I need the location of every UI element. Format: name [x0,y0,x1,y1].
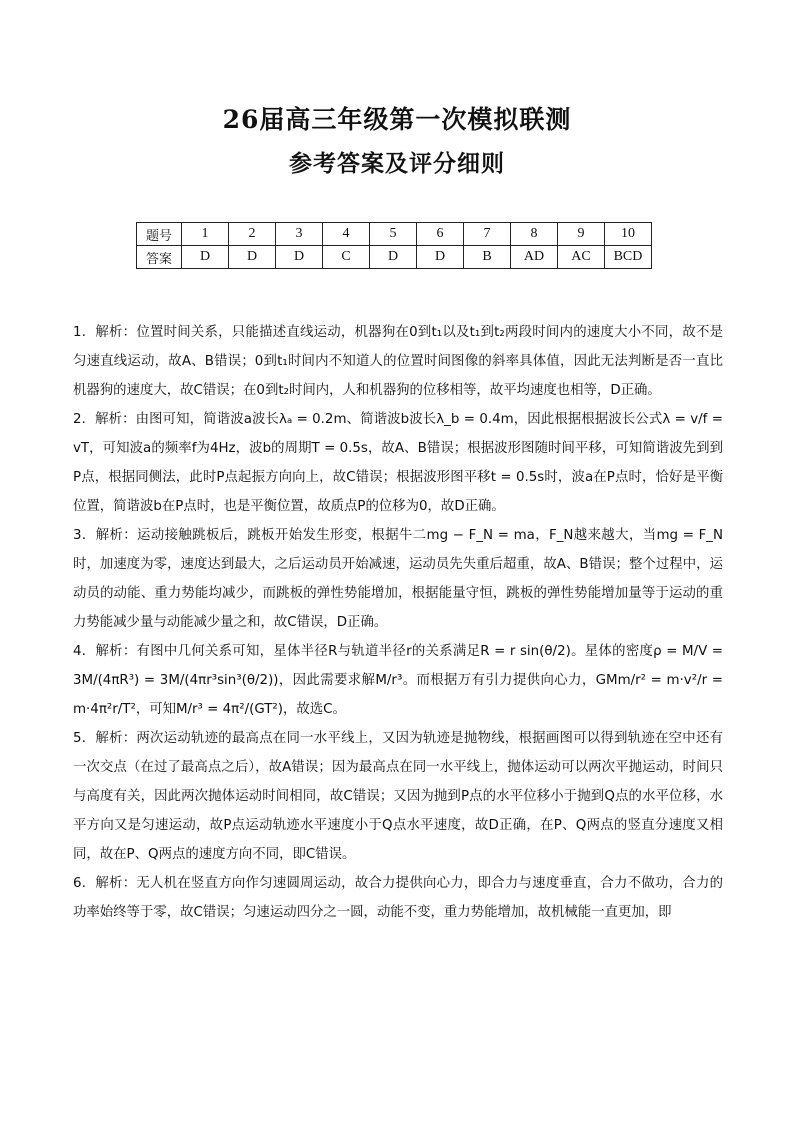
table-cell: D [229,246,276,269]
table-row-answers [137,246,652,269]
row-label-answer: 答案 [137,246,182,269]
table-cell: B [464,246,511,269]
solution-2: 2．解析：由图可知，简谐波a波长λₐ = 0.2m、简谐波b波长λ_b = 0.4m，因此根据根据波长公式λ = v/f = vT，可知波a的频率f为4Hz，波b的周期T = 0.5s，故A、B错误；根据波形图随时间平移，可知简谐波先到到P点，根据同侧法，此时P点起振方向向上，故C错误；根据波形图平移t = 0.5s时，波a在P点时，恰好是平衡位置，简谐波b在P点时，也是平衡位置，故质点P的位移为0，故D正确。 [73,412,723,514]
page-subtitle: 参考答案及评分细则 [289,150,505,177]
table-cell: AD [511,246,558,269]
table-cell: 10 [605,223,652,246]
table-cell: BCD [605,246,652,269]
solution-4: 4．解析：有图中几何关系可知，星体半径R与轨道半径r的关系满足R = r sin(θ/2)。星体的密度ρ = M/V = 3M/(4πR³) = 3M/(4πr³sin³(θ/2))，因此需要求解M/r³。而根据万有引力提供向心力，GMm/r² = m·v²/r = m·4π²r/T²，可知M/r³ = 4π²/(GT²)，故选C。 [73,644,723,717]
table-row-numbers [137,223,652,246]
table-cell: 7 [464,223,511,246]
table-cell: 9 [558,223,605,246]
table-cell: 4 [323,223,370,246]
table-cell: 6 [417,223,464,246]
row-label-number: 题号 [137,223,182,246]
table-cell: 1 [182,223,229,246]
table-cell: D [276,246,323,269]
page-title: 26届高三年级第一次模拟联测 [222,105,572,134]
solution-6: 6．解析：无人机在竖直方向作匀速圆周运动，故合力提供向心力，即合力与速度垂直，合力不做功，合力的功率始终等于零，故C错误；匀速运动四分之一圆，动能不变，重力势能增加，故机械能一直更加，即 [73,876,723,920]
table-cell: 3 [276,223,323,246]
table-cell: D [370,246,417,269]
answer-table [136,222,652,269]
table-cell: 2 [229,223,276,246]
table-cell: C [323,246,370,269]
table-cell: 5 [370,223,417,246]
solution-5: 5．解析：两次运动轨迹的最高点在同一水平线上，又因为轨迹是抛物线，根据画图可以得到轨迹在空中还有一次交点（在过了最高点之后），故A错误；因为最高点在同一水平线上，抛体运动可以两次平抛运动，时间只与高度有关，因此两次抛体运动时间相同，故C错误；又因为抛到P点的水平位移小于抛到Q点的水平位移，水平方向又是匀速运动，故P点运动轨迹水平速度小于Q点水平速度，故D正确，在P、Q两点的竖直分速度又相同，故在P、Q两点的速度方向不同，即C错误。 [73,731,723,862]
solution-1: 1．解析：位置时间关系，只能描述直线运动，机器狗在0到t₁以及t₁到t₂两段时间内的速度大小不同，故不是匀速直线运动，故A、B错误；0到t₁时间内不知道人的位置时间图像的斜率具体值，因此无法判断是否一直比机器狗的速度大，故C错误；在0到t₂时间内，人和机器狗的位移相等，故平均速度也相等，D正确。 [73,325,723,398]
table-cell: D [417,246,464,269]
solutions-body [73,318,723,927]
solution-3: 3．解析：运动接触跳板后，跳板开始发生形变，根据牛二mg − F_N = ma，F_N越来越大，当mg = F_N时，加速度为零，速度达到最大，之后运动员开始减速，运动员先失重后超重，故A、B错误；整个过程中，运动员的动能、重力势能均减少，而跳板的弹性势能增加，根据能量守恒，跳板的弹性势能增加量等于运动的重力势能减少量与动能减少量之和，故C错误，D正确。 [73,528,723,630]
table-cell: AC [558,246,605,269]
table-cell: 8 [511,223,558,246]
table-cell: D [182,246,229,269]
